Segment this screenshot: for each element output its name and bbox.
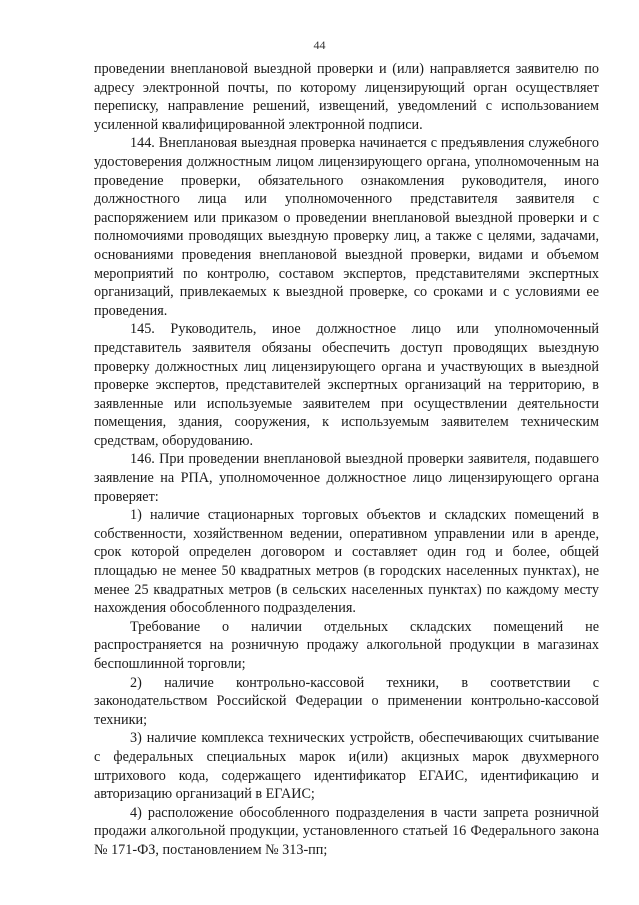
page-number: 44 — [313, 38, 326, 52]
paragraph-requirement: Требование о наличии отдельных складских помещений не распространяется на розничную продажу алкогольной продукции в магазинах беспошлинной торговли; — [94, 618, 599, 672]
paragraph-145: 145. Руководитель, иное должностное лицо или уполномоченный представитель заявителя обязаны обеспечить доступ проводящих выездную проверку должностных лиц лицензирующего органа и участвующих в выездной проверке экспертов, представителей экспертных организаций на территорию, в заявленные или используемые заявителем при осуществлении деятельности помещения, здания, сооружения, к используемым заявителем техническим средствам, оборудованию. — [94, 321, 599, 449]
list-item-2: 2) наличие контрольно-кассовой техники, в соответствии с законодательством Российской Федерации о применении контрольно-кассовой техники; — [94, 674, 599, 728]
list-item-3: 3) наличие комплекса технических устройств, обеспечивающих считывание с федеральных специальных марок и(или) акцизных марок двухмерного штрихового кода, содержащего идентификатор ЕГАИС, идентификацию и авторизацию организаций в ЕГАИС; — [94, 730, 599, 803]
paragraph-144: 144. Внеплановая выездная проверка начинается с предъявления служебного удостоверения должностным лицом лицензирующего органа, уполномоченным на проведение проверки, обязательного ознакомления руководителя, иного должностного лица или уполномоченного представителя заявителя с распоряжением или приказом о проведении внеплановой выездной проверки и с полномочиями проводящих выездную проверку лиц, а также с целями, задачами, основаниями проведения внеплановой выездной проверки, видами и объемом мероприятий по контролю, составом экспертов, представителями экспертных организаций, привлекаемых к выездной проверке, со сроками и с условиями ее проведения. — [94, 135, 599, 319]
document-body — [94, 60, 599, 860]
list-item-1: 1) наличие стационарных торговых объектов и складских помещений в собственности, хозяйственном ведении, оперативном управлении или в аренде, срок которой определен договором и составляет один год и более, общей площадью не менее 50 квадратных метров (в городских населенных пунктах), не менее 25 квадратных метров (в сельских населенных пунктах) по каждому месту нахождения обособленного подразделения. — [94, 507, 599, 617]
paragraph-146: 146. При проведении внеплановой выездной проверки заявителя, подавшего заявление на РПА, уполномоченное должностное лицо лицензирующего органа проверяет: — [94, 451, 599, 505]
paragraph-continuation: проведении внеплановой выездной проверки и (или) направляется заявителю по адресу электронной почты, по которому лицензирующий орган осуществляет переписку, направление решений, извещений, уведомлений с использованием усиленной квалифицированной электронной подписи. — [94, 61, 599, 133]
list-item-4: 4) расположение обособленного подразделения в части запрета розничной продажи алкогольной продукции, установленного статьей 16 Федерального закона № 171-ФЗ, постановлением № 313-пп; — [94, 804, 599, 858]
